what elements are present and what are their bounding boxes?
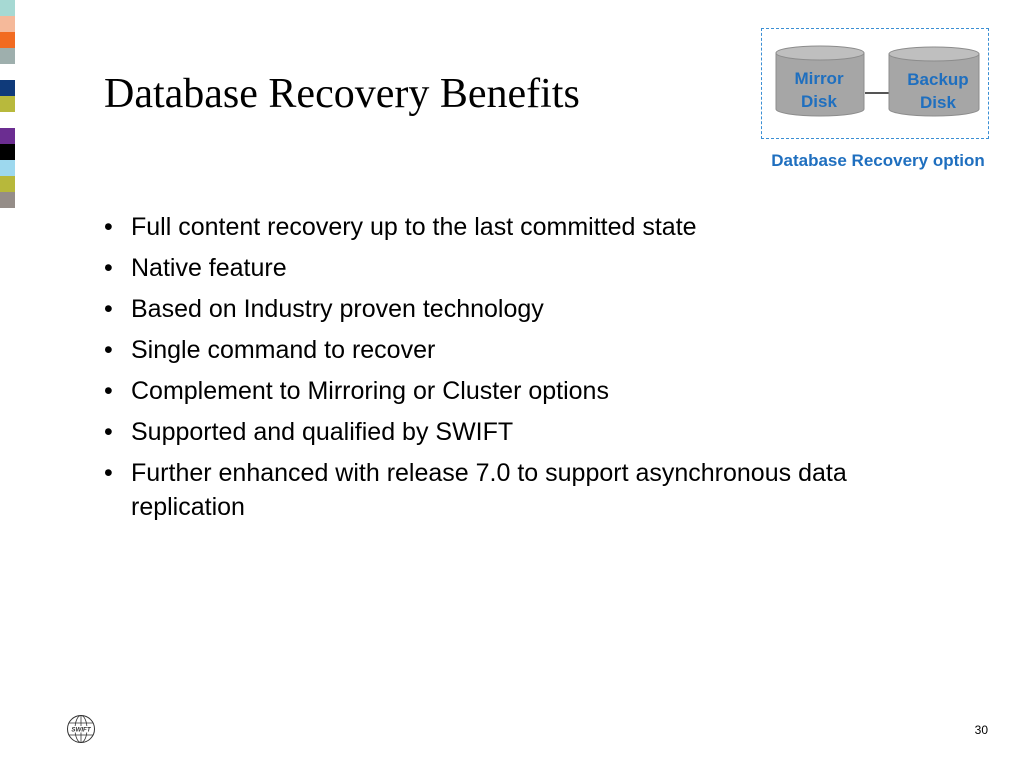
page-number: 30 [974,723,988,737]
mirror-disk-label-line2: Disk [801,92,837,111]
mirror-disk-label-line1: Mirror [794,69,844,88]
backup-disk-label [893,68,983,114]
color-strip [0,0,15,208]
bullet-item [104,333,904,367]
bullet-list [104,210,904,531]
color-swatch [0,176,15,192]
logo-wordmark: SWIFT [71,726,91,734]
swift-globe-logo-icon [66,714,96,744]
bullet-dot: • [104,254,113,282]
color-swatch [0,128,15,144]
slide-title: Database Recovery Benefits [104,71,580,117]
color-swatch [0,160,15,176]
color-swatch [0,32,15,48]
bullet-dot: • [104,295,113,323]
color-swatch [0,16,15,32]
color-swatch [0,144,15,160]
bullet-item [104,251,904,285]
color-swatch [0,64,15,80]
bullet-dot: • [104,336,113,364]
color-swatch [0,192,15,208]
bullet-text: Supported and qualified by SWIFT [131,418,514,446]
color-swatch [0,112,15,128]
mirror-disk-label [774,67,864,113]
backup-disk-label-line2: Disk [920,93,956,112]
color-swatch [0,80,15,96]
recovery-diagram [761,28,989,139]
color-swatch [0,0,15,16]
bullet-item [104,292,904,326]
bullet-item [104,415,904,449]
bullet-text: Complement to Mirroring or Cluster options [131,377,609,405]
color-swatch [0,48,15,64]
bullet-text: Based on Industry proven technology [131,295,544,323]
bullet-dot: • [104,418,113,446]
bullet-dot: • [104,377,113,405]
color-swatch [0,96,15,112]
backup-disk-label-line1: Backup [907,70,969,89]
bullet-text: Single command to recover [131,336,436,364]
bullet-text: Full content recovery up to the last committed state [131,213,697,241]
bullet-item [104,456,904,524]
diagram-caption: Database Recovery option [771,151,985,170]
bullet-dot: • [104,459,113,487]
bullet-text: Further enhanced with release 7.0 to support asynchronous data replication [131,459,847,521]
bullet-dot: • [104,213,113,241]
bullet-item [104,374,904,408]
bullet-item [104,210,904,244]
bullet-text: Native feature [131,254,287,282]
